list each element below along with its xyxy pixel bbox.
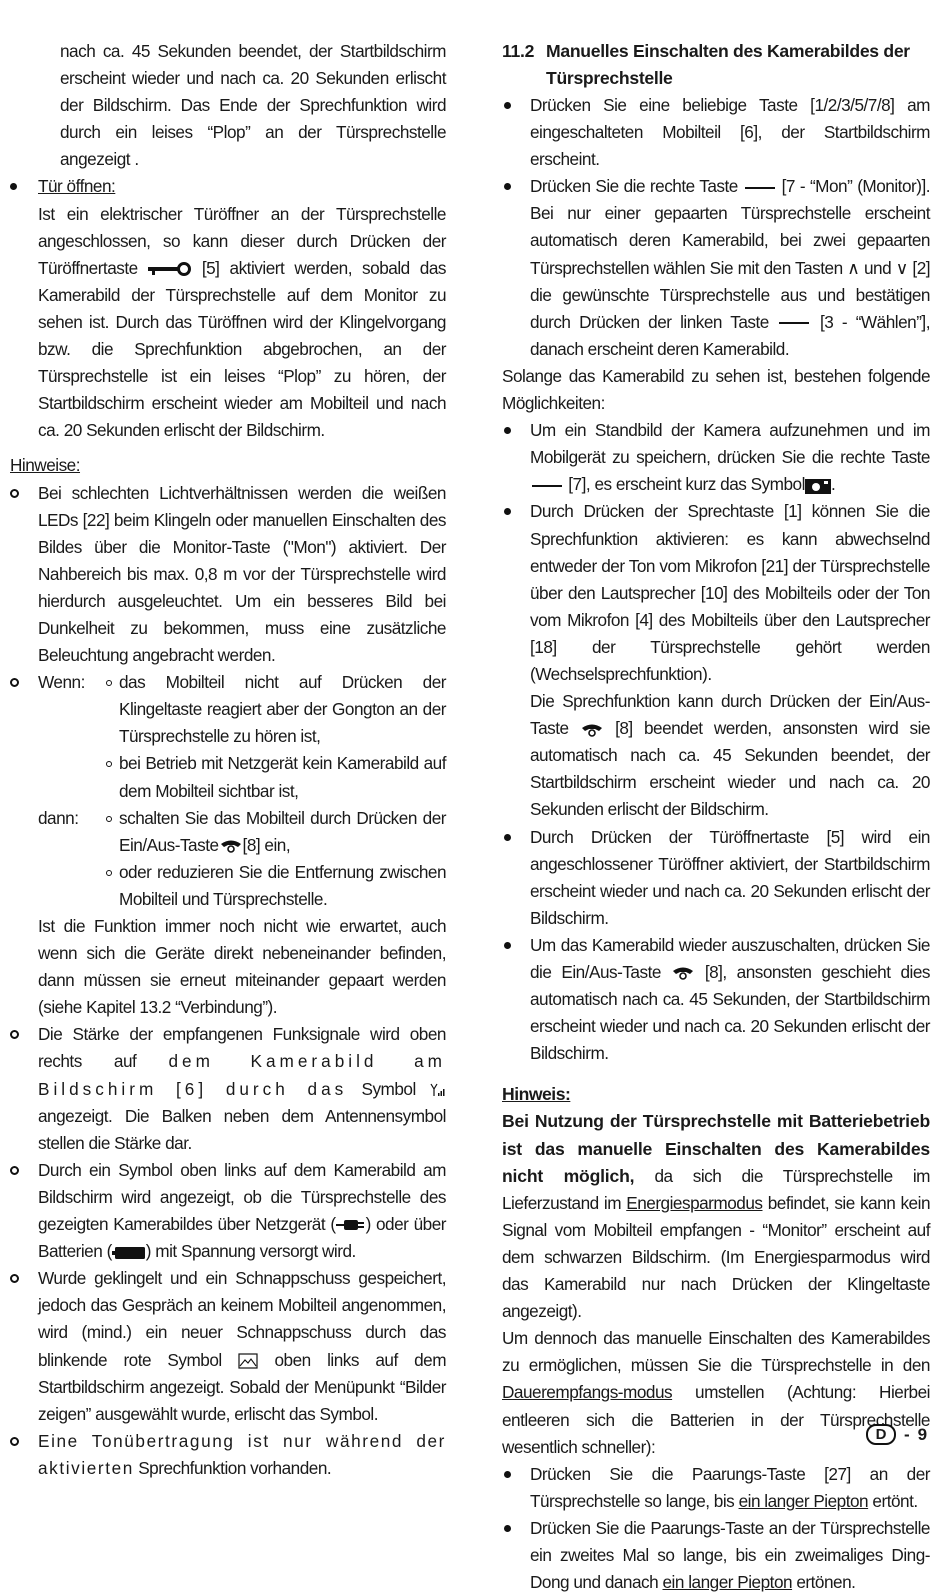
- pairing-1-text: Drücken Sie die Paarungs-Taste [27] an der Türsprechstelle so lange, bis ein langer Piepton ertönt.: [530, 1463, 930, 1511]
- note-power-text: Durch ein Symbol oben links auf dem Kamerabild am Bildschirm wird angezeigt, ob die Türsprechstelle des gezeigten Kamerabildes über Netzgerät ( ) oder über Batterien ( ) mit Spannung versorgt wird.: [38, 1159, 447, 1262]
- note-item-snapshot: [10, 1265, 446, 1428]
- then-action-2: oder reduzieren Sie die Entfernung zwischen Mobilteil und Türsprechstelle.: [105, 859, 446, 913]
- page-footer: [866, 1424, 927, 1445]
- if-condition-2: bei Betrieb mit Netzgerät kein Kamerabild auf dem Mobilteil sichtbar ist,: [105, 750, 446, 804]
- note-title: Hinweis:: [502, 1084, 571, 1105]
- phone-power-icon: [580, 723, 604, 737]
- monitor-text: Drücken Sie die rechte Taste [7 - “Mon” (Monitor)]. Bei nur einer gepaarten Türsprechstelle erscheint automatisch deren Kamerabild, bei zwei gepaarten Türsprechstellen wählen Sie mit den Tasten ∧ und ∨ [2] die gewünschte Türsprechstelle aus und bestätigen durch Drücken der linken Taste [3 - “Wählen”], danach erscheint deren Kamerabild.: [530, 176, 931, 359]
- list-item-switch-off: [502, 932, 930, 1067]
- list-item-door-opener: [502, 824, 930, 932]
- note-item-signal: [10, 1021, 446, 1156]
- language-badge: D: [866, 1424, 896, 1445]
- softkey-dash-icon: [530, 483, 564, 489]
- left-column: [10, 38, 446, 1482]
- page-number: 9: [917, 1424, 928, 1444]
- list-item-snapshot: [502, 417, 930, 498]
- right-column: [502, 38, 930, 1596]
- list-item-door-open: [10, 173, 446, 444]
- signal-antenna-icon: [430, 1083, 446, 1097]
- door-open-text: Ist ein elektrischer Türöffner an der Türsprechstelle angeschlossen, so kann dieser durch Drücken der Türöffnertaste [5] aktiviert werden, sobald das Kamerabild der Türsprechstelle auf dem Monitor zu sehen ist. Durch das Türöffnen wird der Klingelvorgang bzw. die Sprechfunktion abgebrochen, an der Türsprechstelle ist ein leises “Plop” zu hören, der Startbildschirm erscheint wieder am Mobilteil und nach ca. 20 Sekunden erlischt der Bildschirm.: [38, 203, 446, 441]
- mains-plug-icon: [336, 1218, 366, 1232]
- battery-note-text: Bei Nutzung der Türsprechstelle mit Batteriebetrieb ist das manuelle Einschalten des Kamerabildes nicht möglich, da sich die Türsprechstelle im Lieferzustand im Energiesparmodus befindet, sie kann kein Signal vom Mobilteil empfangen - “Monitor” erscheint auf dem schwarzen Bildschirm. (Im Energiesparmodus wird das Kamerabild nur nach Drücken der Klingeltaste angezeigt).: [502, 1111, 931, 1322]
- continuous-mode-text: Um dennoch das manuelle Einschalten des Kamerabildes zu ermöglichen, müssen Sie die Türsprechstelle in den Dauerempfangs-modus umstellen (Achtung: Hierbei entleeren sich die Batterien in der Türsprechstelle wesentlich schneller):: [502, 1328, 930, 1457]
- softkey-dash-icon: [777, 320, 811, 326]
- ring-bullet: [10, 678, 19, 687]
- possibilities-text: Solange das Kamerabild zu sehen ist, bestehen folgende Möglichkeiten:: [502, 365, 930, 414]
- speech-text: Durch Drücken der Sprechtaste [1] können Sie die Sprechfunktion aktivieren: es kann abwechselnd entweder der Ton vom Mikrofon [21] der Türsprechstelle über den Lautsprecher [10] des Mobilteils oder der Ton vom Mikrofon [4] des Mobilteils über den Lautsprecher [18] der Türsprechstelle gehört werden (Wechselsprechfunktion).: [530, 501, 930, 684]
- list-item-pairing-2: [502, 1515, 930, 1596]
- phone-power-icon: [219, 839, 243, 853]
- note-item-audio: [10, 1428, 446, 1482]
- note-leds-text: Bei schlechten Lichtverhältnissen werden die weißen LEDs [22] beim Klingeln oder manuellen Einschalten des Bildes über die Monitor-Taste ("Mon") aktiviert. Der Nahbereich bis max. 0,8 m vor der Türsprechstelle wird hierdurch ausgeleuchtet. Um ein besseres Bild bei Dunkelheit zu bekommen, muss eine zusätzliche Beleuchtung angebracht werden.: [38, 482, 446, 666]
- softkey-dash-icon: [743, 185, 777, 191]
- if-then-block: [10, 669, 446, 1021]
- snapshot-text: Um ein Standbild der Kamera aufzunehmen und im Mobilgerät zu speichern, drücken Sie die rechte Taste [7], es erscheint kurz das Symbol .: [530, 420, 930, 495]
- then-action-1: schalten Sie das Mobilteil durch Drücken der Ein/Aus-Taste [8] ein,: [105, 805, 446, 859]
- then-label: dann:: [38, 807, 79, 828]
- list-item-speech: [502, 498, 930, 823]
- list-item-monitor: [502, 173, 930, 363]
- footer-separator: -: [904, 1424, 910, 1444]
- note-item-leds: [10, 480, 446, 670]
- list-item-pairing-1: [502, 1461, 930, 1515]
- camera-icon: [805, 478, 831, 494]
- section-number: 11.2: [502, 41, 535, 61]
- note-item-power: [10, 1157, 446, 1265]
- note-pairing-text: Ist die Funktion immer noch nicht wie erwartet, auch wenn sich die Geräte direkt nebeneinander befinden, dann müssen sie erneut miteinander gepaart werden (siehe Kapitel 13.2 “Verbindung”).: [38, 916, 446, 1018]
- door-open-title: Tür öffnen:: [38, 176, 116, 197]
- paragraph-speech-end: nach ca. 45 Sekunden beendet, der Startbildschirm erscheint wieder und nach ca. 20 Sekunden erlischt der Bildschirm. Das Ende der Sprechfunktion wird durch ein leises “Plop” an der Türsprechstelle angezeigt .: [60, 41, 446, 170]
- phone-power-icon: [671, 966, 695, 980]
- if-condition-1: das Mobilteil nicht auf Drücken der Klingeltaste reagiert aber der Gongton an der Türsprechstelle zu hören ist,: [105, 669, 446, 750]
- section-title: Manuelles Einschalten des Kamerabildes der Türsprechstelle: [546, 41, 910, 88]
- any-key-text: Drücken Sie eine beliebige Taste [1/2/3/5/7/8] am eingeschalteten Mobilteil [6], der Startbildschirm erscheint.: [530, 95, 930, 170]
- pairing-2-text: Drücken Sie die Paarungs-Taste an der Türsprechstelle ein zweites Mal so lange, bis ein zweimaliges Ding-Dong und danach ein langer Piepton ertönen.: [530, 1517, 930, 1593]
- key-icon: [148, 262, 192, 276]
- note-audio-text: Eine Tonübertragung ist nur während der aktivierten Sprechfunktion vorhanden.: [38, 1430, 446, 1478]
- battery-icon: [112, 1246, 146, 1260]
- door-opener-text: Durch Drücken der Türöffnertaste [5] wird ein angeschlossener Türöffner aktiviert, der Startbildschirm erscheint wieder und nach ca. 20 Sekunden erlischt der Bildschirm.: [530, 826, 930, 928]
- switch-off-text: Um das Kamerabild wieder auszuschalten, drücken Sie die Ein/Aus-Taste [8], ansonsten geschieht dies automatisch nach ca. 45 Sekunden, der Startbildschirm erscheint wieder und nach ca. 20 Sekunden erlischt der Bildschirm.: [530, 934, 930, 1064]
- picture-icon: [238, 1353, 258, 1369]
- speech-end-text: Die Sprechfunktion kann durch Drücken der Ein/Aus-Taste [8] beendet werden, ansonsten wird sie automatisch nach ca. 45 Sekunden beendet, der Startbildschirm erscheint wieder und nach ca. 20 Sekunden erlischt der Bildschirm.: [530, 691, 930, 820]
- section-heading: [502, 38, 930, 92]
- list-item-any-key: [502, 92, 930, 173]
- if-label: Wenn:: [38, 672, 85, 693]
- note-signal-text: Die Stärke der empfangenen Funksignale wird oben rechts auf dem Kamerabild am Bildschirm [6] durch das Symbol angezeigt. Die Balken neben dem Antennensymbol stellen die Stärke dar.: [38, 1024, 446, 1153]
- note-snapshot-text: Wurde geklingelt und ein Schnappschuss gespeichert, jedoch das Gespräch an keinem Mobilteil angenommen, wird (mind.) ein neuer Schnappschuss durch das blinkende rote Symbol oben links auf dem Startbildschirm angezeigt. Sobald der Menüpunkt “Bilder zeigen” ausgewählt wurde, erlischt das Symbol.: [38, 1268, 447, 1424]
- notes-title: Hinweise:: [10, 455, 81, 476]
- down-arrow-key: ∨: [895, 257, 908, 278]
- up-arrow-key: ∧: [847, 257, 860, 278]
